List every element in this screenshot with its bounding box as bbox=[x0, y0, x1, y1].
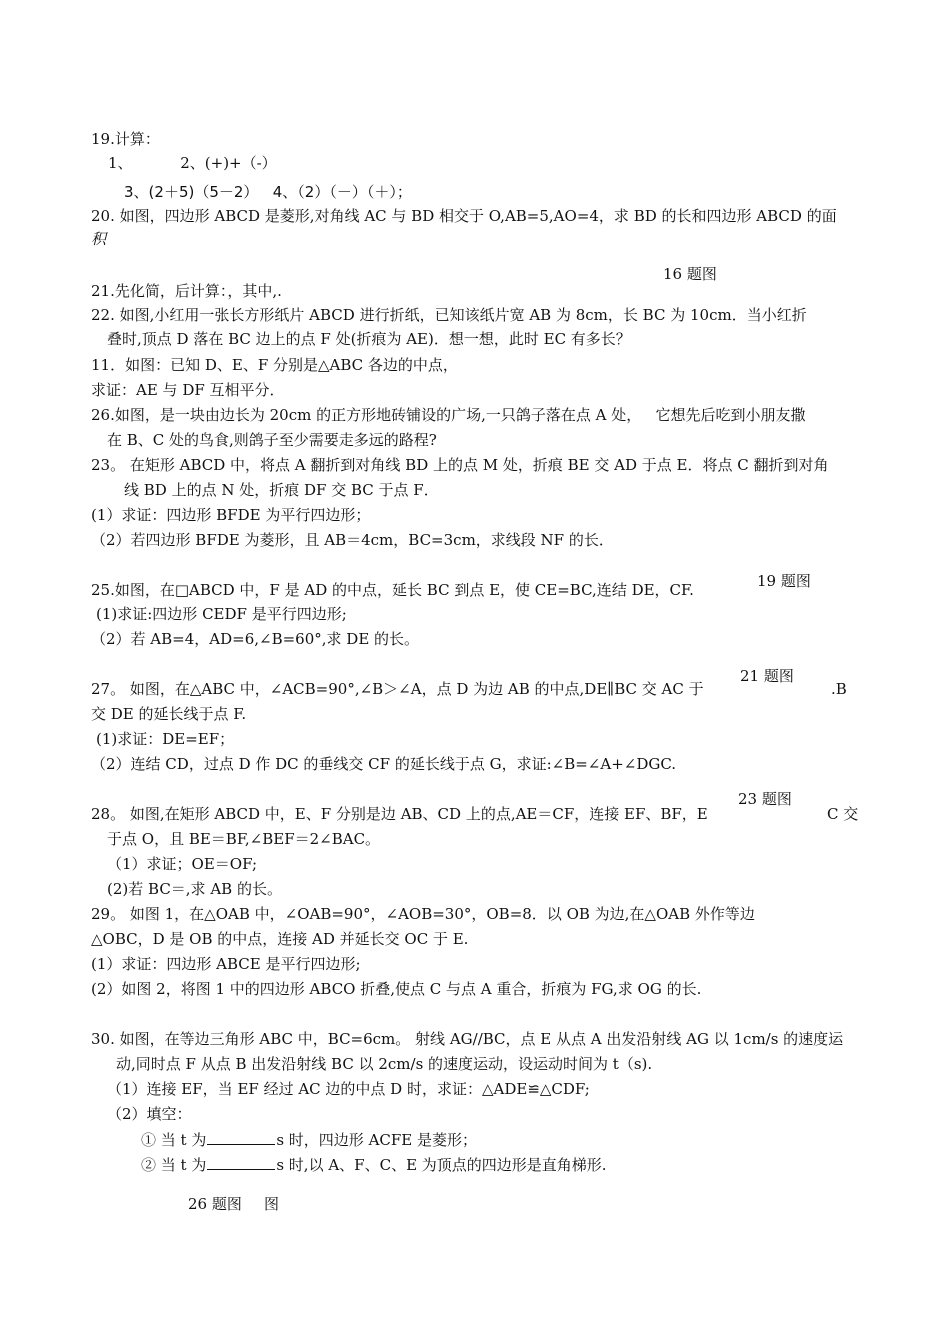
q21-text: 21.先化简，后计算：，其中,. bbox=[91, 282, 282, 300]
stray-figure-glyph-text: 图 bbox=[264, 1195, 280, 1213]
q22-line1: 22. 如图,小红用一张长方形纸片 ABCD 进行折纸，已知该纸片宽 AB 为 8cm，长 BC 为 10cm．当小红折 bbox=[91, 306, 807, 324]
q11-line2: 求证：AE 与 DF 互相平分． bbox=[91, 381, 285, 399]
q30-fill2-blank[interactable] bbox=[207, 1155, 275, 1170]
figure-label-21: 21 题图 bbox=[740, 667, 794, 685]
stray-figure-glyph bbox=[264, 1195, 280, 1213]
q23-part1: (1）求证：四边形 BFDE 为平行四边形； bbox=[91, 506, 371, 524]
q30-fill1 bbox=[141, 1130, 477, 1149]
q20-line2: 积 bbox=[91, 230, 107, 248]
q28-part1: （1）求证；OE＝OF; bbox=[107, 855, 258, 873]
q30-fill1-prefix: ① 当 t 为 bbox=[141, 1131, 207, 1149]
figure-label-26: 26 题图 bbox=[188, 1195, 242, 1213]
q30-fill2 bbox=[141, 1155, 607, 1174]
q28-line1a: 28。 如图,在矩形 ABCD 中，E、F 分别是边 AB、CD 上的点,AE＝CF，连接 EF、BF，E bbox=[91, 805, 708, 823]
q11-line1: 11．如图：已知 D、E、F 分别是△ABC 各边的中点， bbox=[91, 356, 458, 374]
q19-items: 1、 2、(+)+（-） bbox=[108, 154, 277, 172]
q20-line1: 20. 如图，四边形 ABCD 是菱形,对角线 AC 与 BD 相交于 O,AB=5,AO=4，求 BD 的长和四边形 ABCD 的面 bbox=[91, 207, 837, 225]
q27-line1a: 27。 如图，在△ABC 中，∠ACB=90°,∠B＞∠A，点 D 为边 AB 的中点,DE∥BC 交 AC 于 bbox=[91, 680, 704, 698]
q30-part2: （2）填空： bbox=[107, 1105, 192, 1123]
q30-fill2-prefix: ② 当 t 为 bbox=[141, 1156, 207, 1174]
q29-line1: 29。 如图 1，在△OAB 中，∠OAB=90°，∠AOB=30°，OB=8．以 OB 为边,在△OAB 外作等边 bbox=[91, 905, 755, 923]
q30-line1: 30. 如图，在等边三角形 ABC 中，BC=6cm。 射线 AG//BC，点 E 从点 A 出发沿射线 AG 以 1cm/s 的速度运 bbox=[91, 1030, 844, 1048]
q19-items2: 3、(2＋5)（5－2） 4、（2）（－）（＋）； bbox=[124, 183, 412, 201]
q29-part2: (2）如图 2，将图 1 中的四边形 ABCO 折叠,使点 C 与点 A 重合，折痕为 FG,求 OG 的长. bbox=[91, 980, 702, 998]
q27-part2: （2）连结 CD，过点 D 作 DC 的垂线交 CF 的延长线于点 G，求证:∠B=∠A+∠DGC. bbox=[91, 755, 677, 773]
q29-part1: (1）求证：四边形 ABCE 是平行四边形; bbox=[91, 955, 361, 973]
q27-line1b: .B bbox=[831, 680, 847, 698]
q30-fill1-blank[interactable] bbox=[207, 1130, 275, 1145]
q25-part1: (1)求证:四边形 CEDF 是平行四边形; bbox=[96, 605, 347, 623]
q25-line1: 25.如图，在□ABCD 中，F 是 AD 的中点，延长 BC 到点 E，使 CE=BC,连结 DE，CF. bbox=[91, 581, 694, 599]
figure-label-19: 19 题图 bbox=[757, 572, 811, 590]
q30-fill1-suffix: s 时，四边形 ACFE 是菱形； bbox=[276, 1131, 478, 1149]
q19-title: 19.计算： bbox=[91, 130, 160, 148]
figure-label-23: 23 题图 bbox=[738, 790, 792, 808]
q27-part1: (1)求证：DE=EF； bbox=[96, 730, 235, 748]
q25-part2: （2）若 AB=4，AD=6,∠B=60°,求 DE 的长。 bbox=[91, 630, 420, 648]
q23-line2: 线 BD 上的点 N 处，折痕 DF 交 BC 于点 F． bbox=[124, 481, 439, 499]
q28-line2: 于点 O，且 BE＝BF,∠BEF＝2∠BAC。 bbox=[107, 830, 381, 848]
q26-line1: 26.如图，是一块由边长为 20cm 的正方形地砖铺设的广场,一只鸽子落在点 A 处， 它想先后吃到小朋友撒 bbox=[91, 406, 806, 424]
q30-fill2-suffix: s 时,以 A、F、C、E 为顶点的四边形是直角梯形. bbox=[276, 1156, 607, 1174]
q22-line2: 叠时,顶点 D 落在 BC 边上的点 F 处(折痕为 AE)．想一想，此时 EC 有多长？ bbox=[107, 330, 631, 348]
q30-line2: 动,同时点 F 从点 B 出发沿射线 BC 以 2cm/s 的速度运动，设运动时间为 t（s). bbox=[116, 1055, 653, 1073]
q23-line1: 23。 在矩形 ABCD 中，将点 A 翻折到对角线 BD 上的点 M 处，折痕 BE 交 AD 于点 E．将点 C 翻折到对角 bbox=[91, 456, 829, 474]
q29-line2: △OBC，D 是 OB 的中点，连接 AD 并延长交 OC 于 E. bbox=[91, 930, 469, 948]
q23-part2: （2）若四边形 BFDE 为菱形，且 AB＝4cm，BC=3cm，求线段 NF 的长． bbox=[91, 531, 614, 549]
q28-line1b: C 交 bbox=[827, 805, 859, 823]
figure-label-16: 16 题图 bbox=[663, 265, 717, 283]
q26-line2: 在 B、C 处的鸟食,则鸽子至少需要走多远的路程? bbox=[107, 431, 437, 449]
q27-line2: 交 DE 的延长线于点 F. bbox=[91, 705, 247, 723]
q28-part2: (2)若 BC＝,求 AB 的长。 bbox=[107, 880, 282, 898]
q30-part1: （1）连接 EF，当 EF 经过 AC 边的中点 D 时，求证：△ADE≌△CDF; bbox=[107, 1080, 590, 1098]
